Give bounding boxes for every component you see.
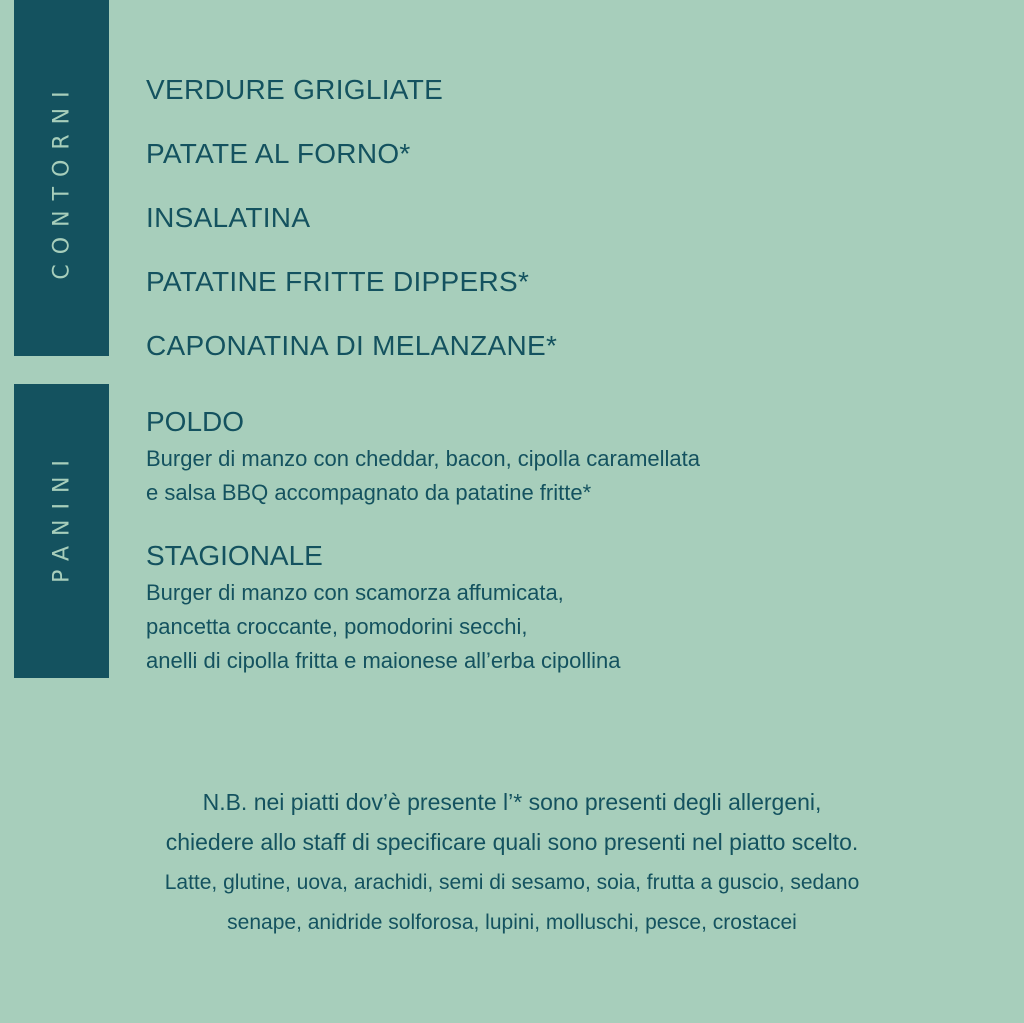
allergen-list-line: Latte, glutine, uova, arachidi, semi di sesamo, soia, frutta a guscio, sedano: [164, 871, 860, 894]
menu-item-poldo: [146, 402, 700, 510]
menu-item-desc-line: anelli di cipolla fritta e maionese all’erba cipollina: [146, 648, 621, 673]
list-item: PATATINE FRITTE DIPPERS*: [146, 266, 530, 297]
menu-item-desc-line: Burger di manzo con scamorza affumicata,: [146, 580, 564, 605]
allergen-note-line: chiedere allo staff di specificare quali sono presenti nel piatto scelto.: [165, 829, 859, 855]
list-item: CAPONATINA DI MELANZANE*: [146, 330, 558, 361]
section-title-panini: PANINI: [49, 450, 74, 583]
menu-item-name: STAGIONALE: [146, 540, 323, 571]
section-tab-panini: [14, 384, 109, 678]
section-title-contorni: CONTORNI: [49, 81, 74, 280]
menu-item-desc-line: Burger di manzo con cheddar, bacon, cipolla caramellata: [146, 446, 700, 471]
menu-item-stagionale: [146, 536, 620, 678]
menu-item-desc-line: pancetta croccante, pomodorini secchi,: [146, 614, 528, 639]
allergen-note-line: N.B. nei piatti dov’è presente l’* sono presenti degli allergeni,: [202, 789, 822, 815]
list-item: VERDURE GRIGLIATE: [146, 74, 444, 105]
section-tab-contorni: [14, 0, 109, 356]
menu-item-name: POLDO: [146, 406, 245, 437]
list-item: INSALATINA: [146, 202, 311, 233]
menu-item-desc-line: e salsa BBQ accompagnato da patatine fritte*: [146, 480, 592, 505]
allergen-list-line: senape, anidride solforosa, lupini, molluschi, pesce, crostacei: [227, 911, 797, 934]
list-item: PATATE AL FORNO*: [146, 138, 411, 169]
contorni-list: [146, 70, 557, 390]
allergen-footer: [0, 782, 1024, 942]
